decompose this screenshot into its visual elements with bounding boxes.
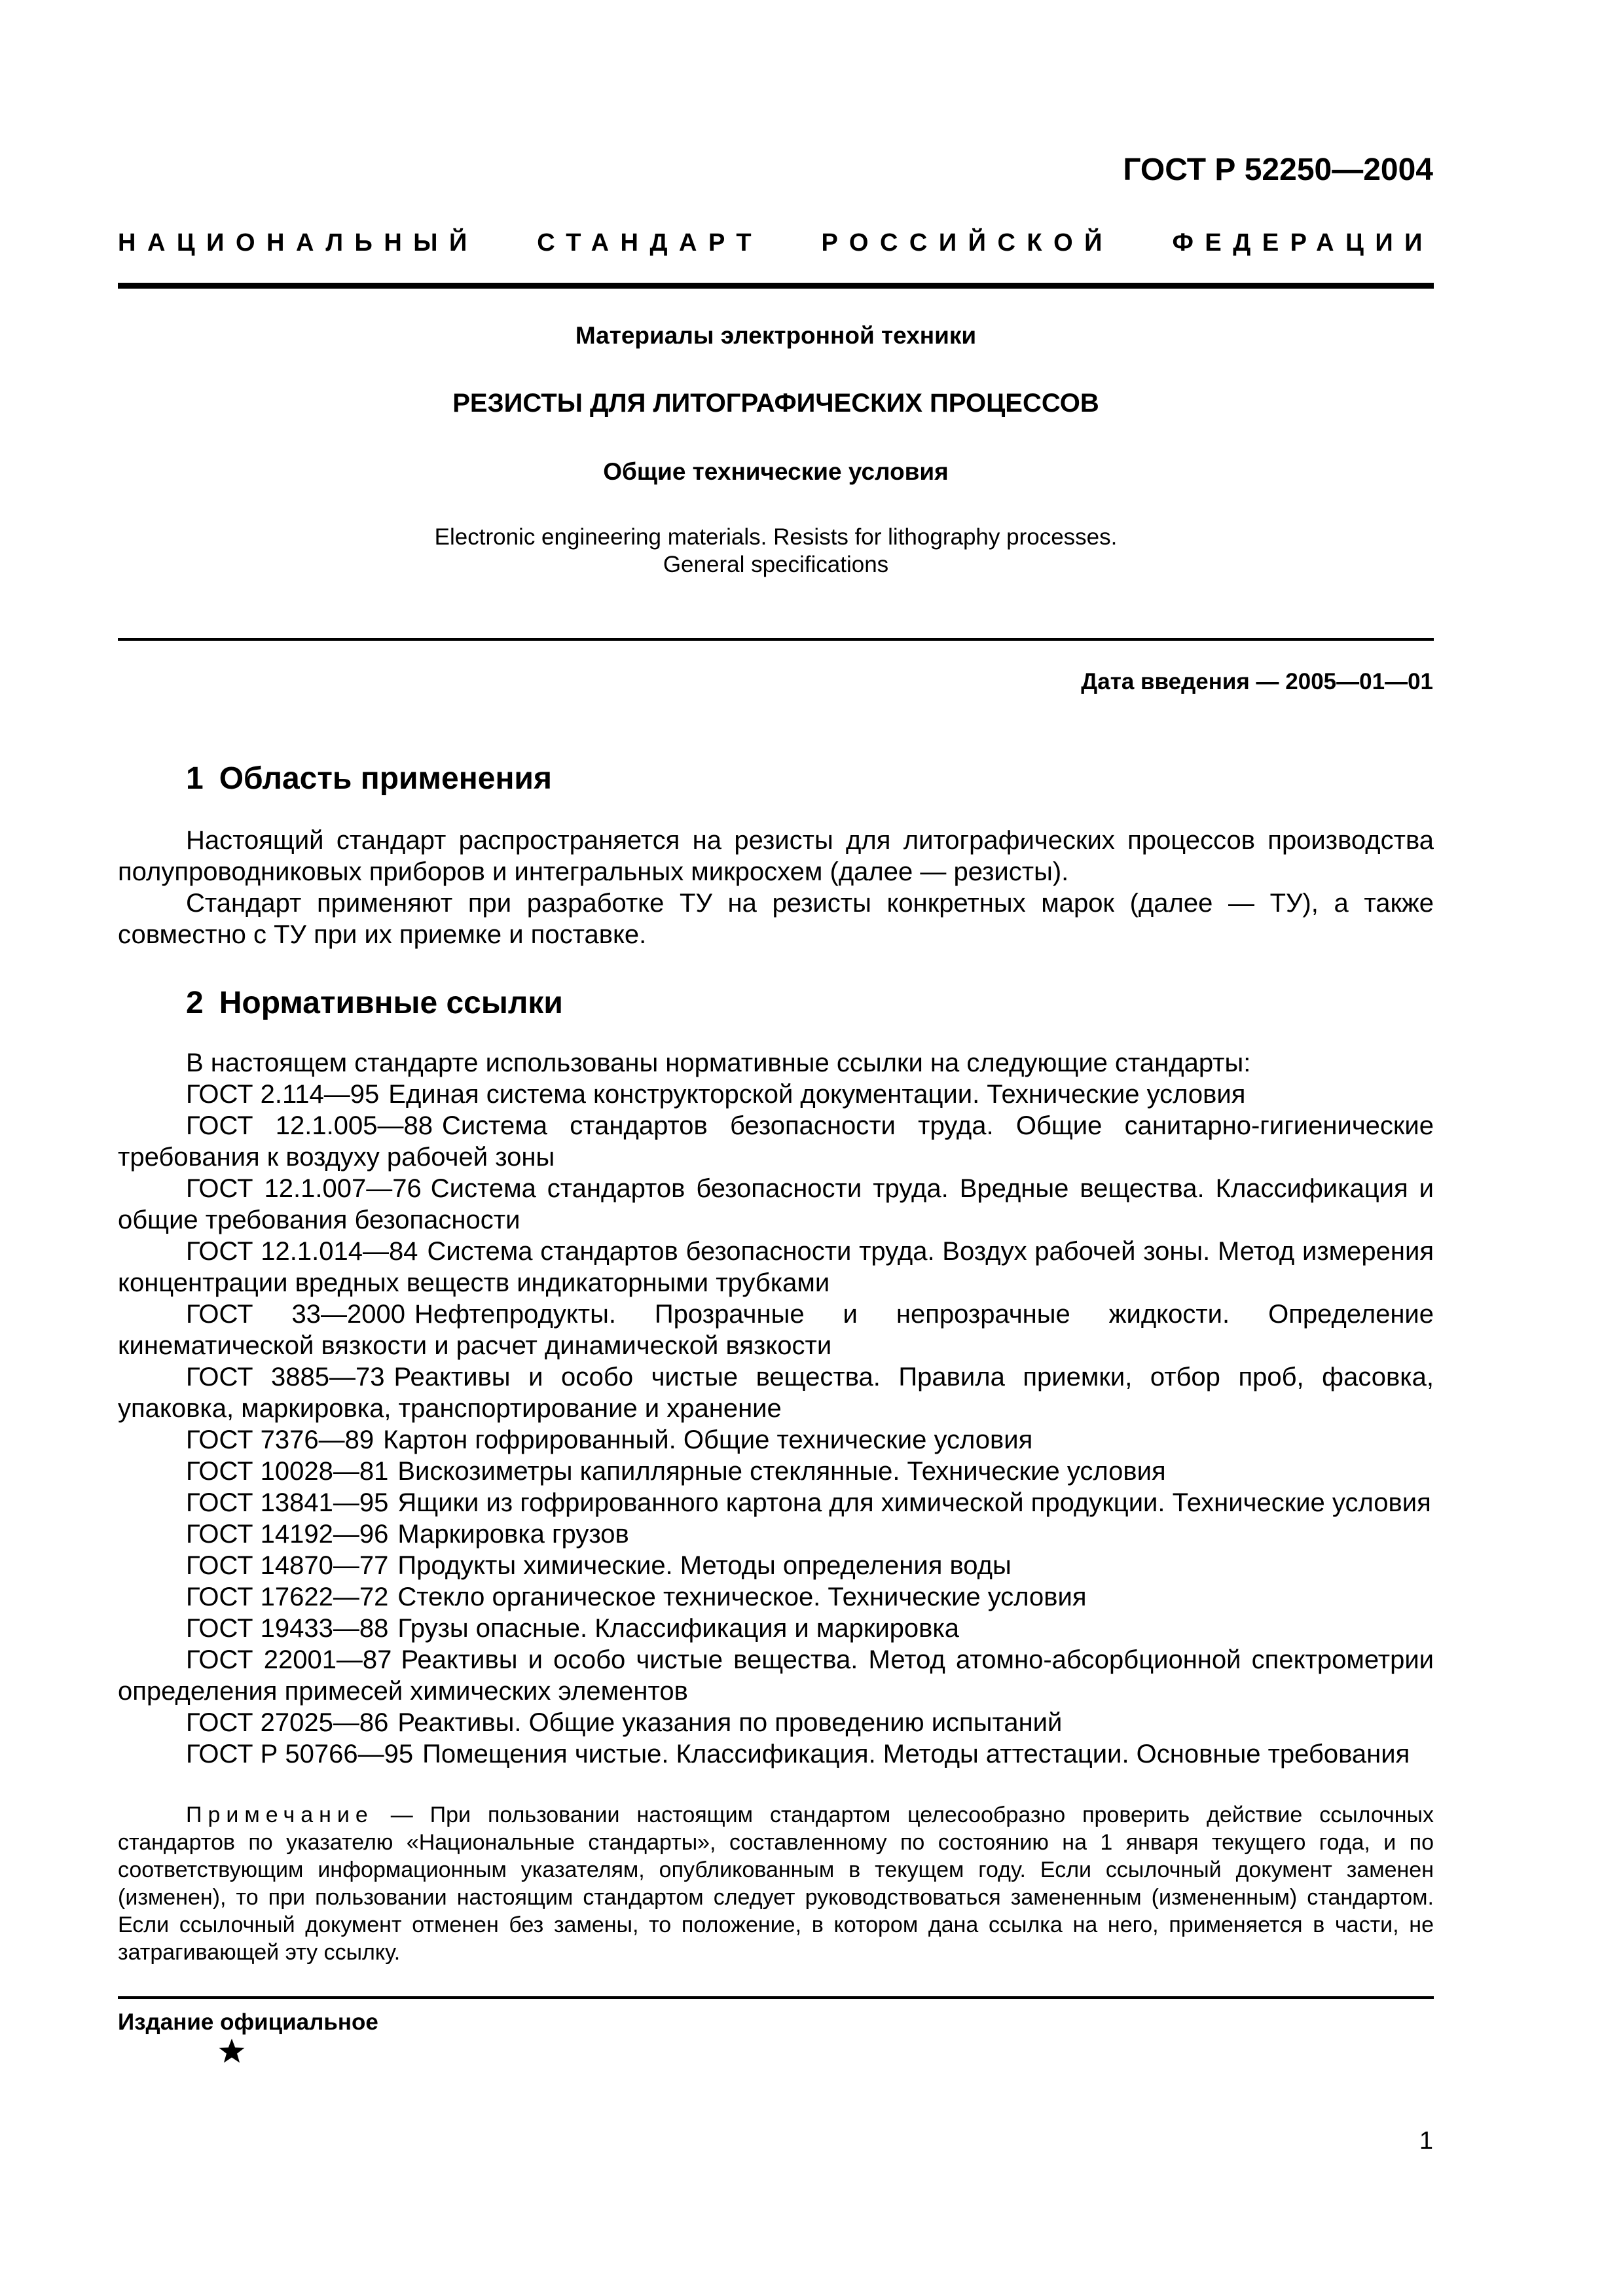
header-divider [118, 283, 1434, 289]
reference-code: ГОСТ Р 50766—95 [186, 1740, 414, 1768]
reference-item [118, 1173, 1434, 1236]
reference-text: Стекло органическое техническое. Технические условия [397, 1583, 1087, 1611]
reference-text: Продукты химические. Методы определения воды [397, 1551, 1012, 1580]
reference-item [118, 1487, 1434, 1518]
reference-text: Система стандартов безопасности труда. Вредные вещества. Классификация и общие требования безопасности [118, 1174, 1434, 1234]
reference-text: Единая система конструкторской документации. Технические условия [388, 1080, 1246, 1109]
official-edition-label: Издание официальное [118, 2009, 378, 2035]
reference-code: ГОСТ 13841—95 [186, 1488, 389, 1517]
reference-code: ГОСТ 22001—87 [186, 1645, 392, 1674]
title-divider [118, 638, 1434, 641]
reference-code: ГОСТ 27025—86 [186, 1708, 389, 1737]
english-title [118, 524, 1434, 579]
section-1-body [118, 825, 1434, 950]
page-number: 1 [1419, 2127, 1433, 2155]
note-label: Примечание [186, 1803, 374, 1827]
reference-text: Реактивы и особо чистые вещества. Правила приемки, отбор проб, фасовка, упаковка, маркировка, транспортирование и хранение [118, 1363, 1434, 1423]
reference-text: Ящики из гофрированного картона для химической продукции. Технические условия [397, 1488, 1431, 1517]
note-text: — При пользовании настоящим стандартом целесообразно проверить действие ссылочных стандартов по указателю «Национальные стандарты», составленному по состоянию на 1 января текущего года, и по соответствующим информационным указателям, опубликованным в текущем году. Если ссылочный документ заменен (изменен), то при пользовании настоящим стандартом следует руководствоваться замененным (измененным) стандартом. Если ссылочный документ отменен без замены, то положение, в котором дана ссылка на него, применяется в части, не затрагивающей эту ссылку. [118, 1803, 1434, 1965]
reference-text: Реактивы и особо чистые вещества. Метод атомно-абсорбционной спектрометрии определения примесей химических элементов [118, 1645, 1434, 1706]
reference-item [118, 1707, 1434, 1738]
reference-item [118, 1456, 1434, 1487]
english-title-line-1: Electronic engineering materials. Resists for lithography processes. [434, 524, 1118, 550]
section-1-paragraph: Настоящий стандарт распространяется на резисты для литографических процессов производства полупроводниковых приборов и интегральных микросхем (далее — резисты). [118, 826, 1434, 886]
reference-item [118, 1361, 1434, 1424]
reference-code: ГОСТ 33—2000 [186, 1300, 405, 1329]
reference-text: Нефтепродукты. Прозрачные и непрозрачные жидкости. Определение кинематической вязкости и расчет динамической вязкости [118, 1300, 1434, 1360]
reference-item [118, 1236, 1434, 1299]
reference-code: ГОСТ 2.114—95 [186, 1080, 380, 1109]
reference-code: ГОСТ 14870—77 [186, 1551, 389, 1580]
note-paragraph [118, 1801, 1434, 1966]
english-title-line-2: General specifications [663, 552, 889, 577]
reference-item [118, 1518, 1434, 1550]
section-2-body [118, 1047, 1434, 1770]
reference-text: Реактивы. Общие указания по проведению испытаний [397, 1708, 1063, 1737]
category-title: Материалы электронной техники [575, 322, 977, 349]
document-number: ГОСТ Р 52250—2004 [1123, 152, 1433, 187]
reference-item [118, 1110, 1434, 1173]
reference-code: ГОСТ 17622—72 [186, 1583, 389, 1611]
reference-item [118, 1644, 1434, 1707]
section-1-title: Область применения [219, 761, 552, 796]
section-1-number: 1 [186, 761, 204, 796]
reference-code: ГОСТ 10028—81 [186, 1457, 389, 1486]
reference-item [118, 1424, 1434, 1456]
reference-item [118, 1079, 1434, 1110]
introduction-date: Дата введения — 2005—01—01 [1081, 669, 1433, 694]
section-1-heading [186, 761, 552, 797]
reference-text: Помещения чистые. Классификация. Методы аттестации. Основные требования [422, 1740, 1410, 1768]
national-standard-heading: НАЦИОНАЛЬНЫЙ СТАНДАРТ РОССИЙСКОЙ ФЕДЕРАЦИИ [118, 229, 1434, 257]
reference-text: Маркировка грузов [397, 1520, 629, 1549]
reference-item [118, 1550, 1434, 1581]
reference-text: Система стандартов безопасности труда. Воздух рабочей зоны. Метод измерения концентрации вредных веществ индикаторными трубками [118, 1237, 1434, 1297]
reference-text: Система стандартов безопасности труда. Общие санитарно-гигиенические требования к воздуху рабочей зоны [118, 1111, 1434, 1172]
reference-code: ГОСТ 3885—73 [186, 1363, 385, 1391]
reference-code: ГОСТ 12.1.005—88 [186, 1111, 433, 1140]
normative-reference-list [118, 1079, 1434, 1770]
reference-text: Вискозиметры капиллярные стеклянные. Технические условия [397, 1457, 1166, 1486]
reference-item [118, 1581, 1434, 1613]
reference-text: Грузы опасные. Классификация и маркировка [397, 1614, 960, 1643]
reference-code: ГОСТ 19433—88 [186, 1614, 389, 1643]
main-title: РЕЗИСТЫ ДЛЯ ЛИТОГРАФИЧЕСКИХ ПРОЦЕССОВ [452, 389, 1099, 418]
reference-code: ГОСТ 12.1.014—84 [186, 1237, 418, 1266]
section-1-paragraph: Стандарт применяют при разработке ТУ на резисты конкретных марок (далее — ТУ), а также совместно с ТУ при их приемке и поставке. [118, 889, 1434, 949]
reference-item [118, 1738, 1434, 1770]
section-2-title: Нормативные ссылки [219, 986, 563, 1020]
reference-text: Картон гофрированный. Общие технические условия [383, 1426, 1033, 1454]
footer-divider [118, 1996, 1434, 1999]
reference-item [118, 1299, 1434, 1361]
section-2-intro: В настоящем стандарте использованы нормативные ссылки на следующие стандарты: [186, 1049, 1251, 1077]
reference-item [118, 1613, 1434, 1644]
section-2-heading [186, 985, 563, 1021]
section-2-number: 2 [186, 986, 204, 1020]
reference-code: ГОСТ 14192—96 [186, 1520, 389, 1549]
reference-code: ГОСТ 7376—89 [186, 1426, 374, 1454]
star-icon [217, 2037, 246, 2066]
reference-code: ГОСТ 12.1.007—76 [186, 1174, 422, 1203]
subtitle: Общие технические условия [603, 458, 949, 485]
